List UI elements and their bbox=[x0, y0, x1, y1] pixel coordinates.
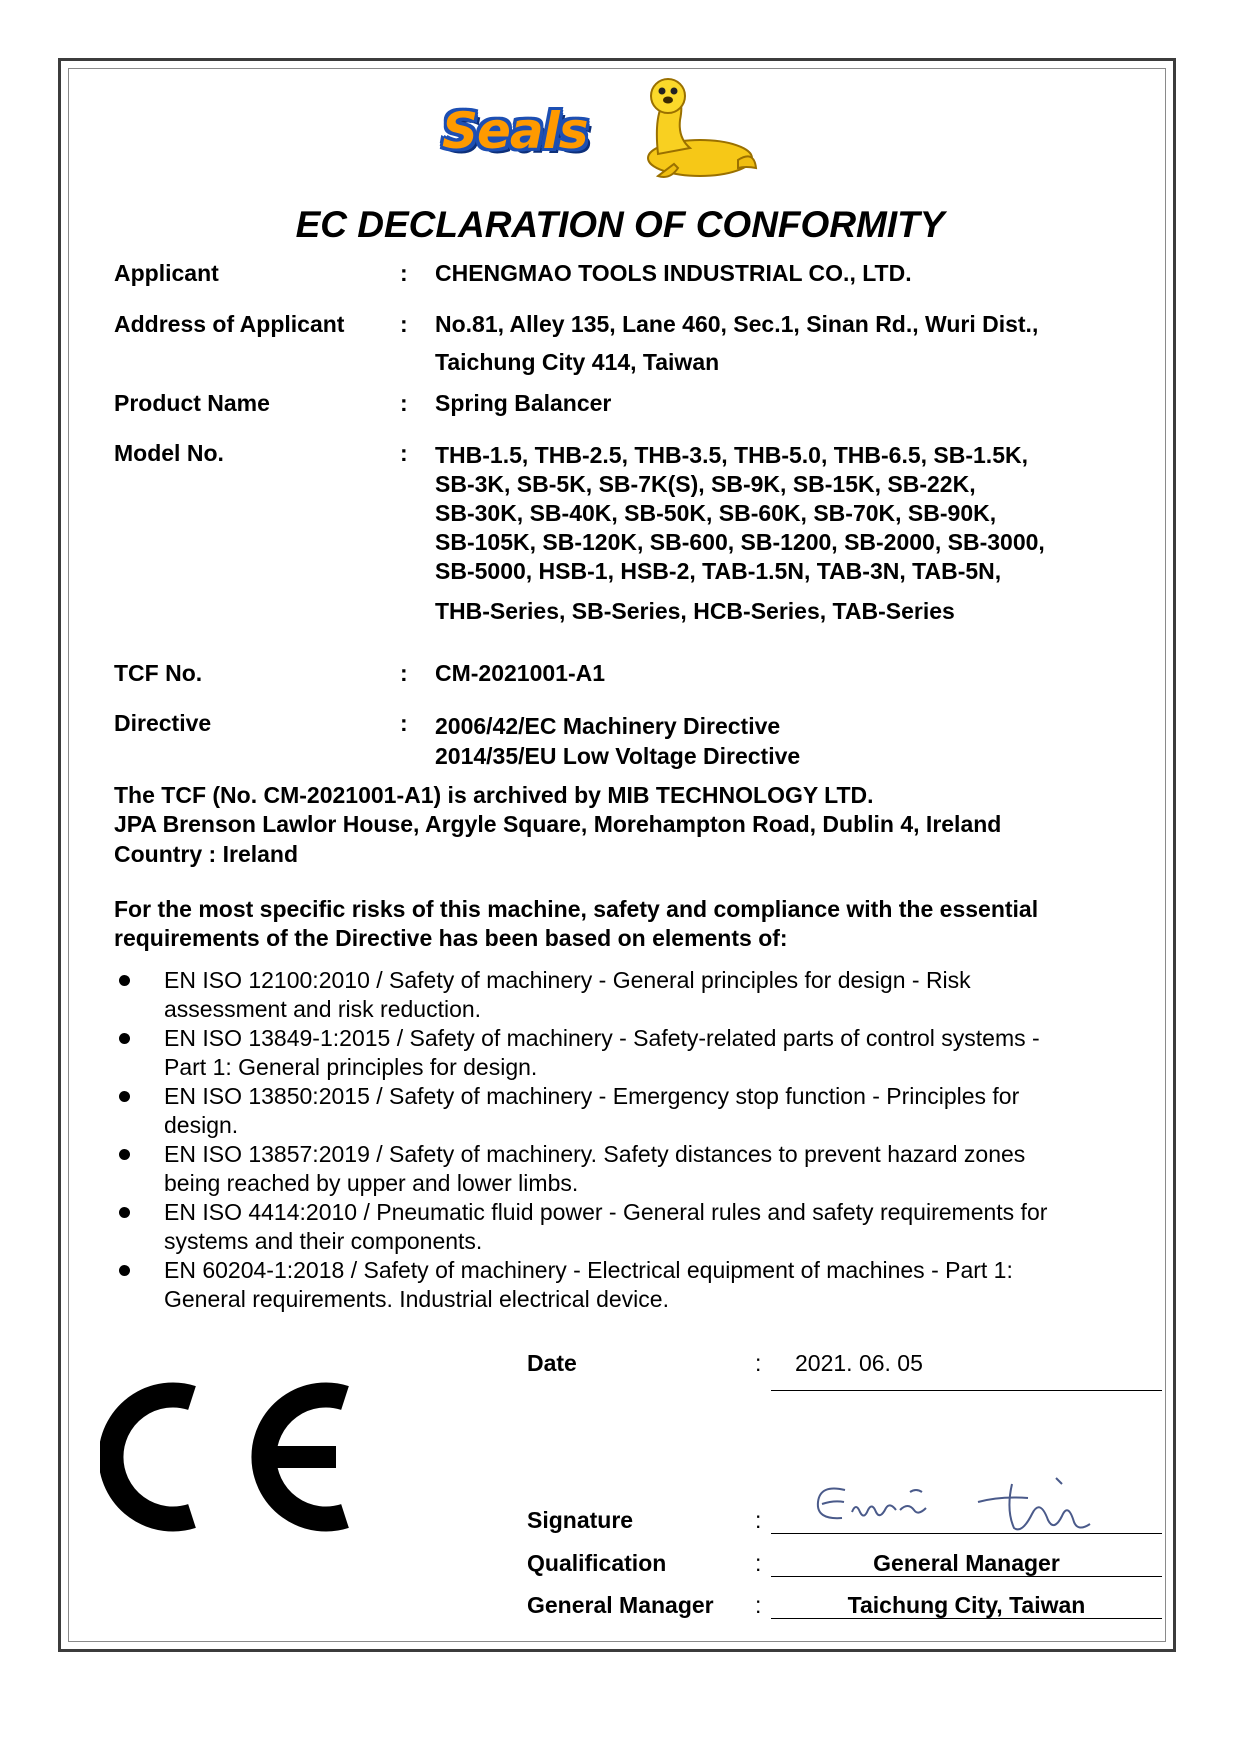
product-colon: : bbox=[400, 390, 408, 416]
general-manager-colon: : bbox=[755, 1592, 762, 1618]
date-colon: : bbox=[755, 1350, 762, 1376]
address-line: No.81, Alley 135, Lane 460, Sec.1, Sinan Rd., Wuri Dist., bbox=[435, 311, 1039, 337]
list-item: EN 60204-1:2018 / Safety of machinery - Electrical equipment of machines - Part 1: General requirements. Industrial electrical device. bbox=[114, 1256, 1134, 1314]
date-label: Date bbox=[527, 1350, 577, 1376]
date-value: 2021. 06. 05 bbox=[795, 1350, 923, 1376]
model-line: THB-Series, SB-Series, HCB-Series, TAB-Series bbox=[435, 598, 955, 624]
archive-line: JPA Brenson Lawlor House, Argyle Square, Morehampton Road, Dublin 4, Ireland bbox=[114, 811, 1002, 837]
bullet-icon bbox=[119, 1091, 130, 1102]
directive-colon: : bbox=[400, 710, 408, 736]
standards-list bbox=[114, 966, 1134, 1314]
bullet-icon bbox=[119, 1149, 130, 1160]
handwritten-signature-icon bbox=[800, 1462, 1130, 1547]
seals-logo bbox=[434, 76, 764, 186]
model-line: SB-3K, SB-5K, SB-7K(S), SB-9K, SB-15K, SB-22K, bbox=[435, 471, 976, 497]
model-line: SB-5000, HSB-1, HSB-2, TAB-1.5N, TAB-3N, TAB-5N, bbox=[435, 558, 1002, 584]
signature-underline bbox=[771, 1533, 1162, 1534]
qualification-colon: : bbox=[755, 1550, 762, 1576]
address-colon: : bbox=[400, 311, 408, 337]
archive-line: Country : Ireland bbox=[114, 841, 299, 867]
directive-label: Directive bbox=[114, 710, 212, 736]
tcf-label: TCF No. bbox=[114, 660, 203, 686]
bullet-icon bbox=[119, 1207, 130, 1218]
tcf-colon: : bbox=[400, 660, 408, 686]
product-label: Product Name bbox=[114, 390, 270, 416]
signature-colon: : bbox=[755, 1507, 762, 1533]
intro-line: requirements of the Directive has been based on elements of: bbox=[114, 925, 788, 951]
list-item: EN ISO 13857:2019 / Safety of machinery. Safety distances to prevent hazard zones being reached by upper and lower limbs. bbox=[114, 1140, 1134, 1198]
model-line: SB-30K, SB-40K, SB-50K, SB-60K, SB-70K, SB-90K, bbox=[435, 500, 997, 526]
general-manager-value: Taichung City, Taiwan bbox=[847, 1592, 1086, 1618]
seal-mascot-icon bbox=[618, 76, 758, 181]
date-underline bbox=[771, 1390, 1162, 1391]
list-item: EN ISO 13850:2015 / Safety of machinery - Emergency stop function - Principles for design. bbox=[114, 1082, 1134, 1140]
list-item: EN ISO 12100:2010 / Safety of machinery - General principles for design - Risk assessment and risk reduction. bbox=[114, 966, 1134, 1024]
qualification-value: General Manager bbox=[873, 1550, 1060, 1576]
document-title: EC DECLARATION OF CONFORMITY bbox=[295, 204, 945, 245]
directive-line: 2014/35/EU Low Voltage Directive bbox=[435, 743, 801, 769]
model-label: Model No. bbox=[114, 440, 224, 466]
applicant-label: Applicant bbox=[114, 260, 219, 286]
model-line: SB-105K, SB-120K, SB-600, SB-1200, SB-2000, SB-3000, bbox=[435, 529, 1045, 555]
applicant-colon: : bbox=[400, 260, 408, 286]
model-line: THB-1.5, THB-2.5, THB-3.5, THB-5.0, THB-6.5, SB-1.5K, bbox=[435, 442, 1028, 468]
list-item: EN ISO 13849-1:2015 / Safety of machinery - Safety-related parts of control systems - Part 1: General principles for design. bbox=[114, 1024, 1134, 1082]
bullet-icon bbox=[119, 1265, 130, 1276]
signature-label: Signature bbox=[527, 1507, 634, 1533]
bullet-icon bbox=[119, 1033, 130, 1044]
general-manager-label: General Manager bbox=[527, 1592, 714, 1618]
seals-logo-wordmark: Seals bbox=[442, 102, 588, 160]
address-line: Taichung City 414, Taiwan bbox=[435, 349, 720, 375]
model-colon: : bbox=[400, 440, 408, 466]
ce-mark-icon bbox=[100, 1376, 350, 1538]
bullet-icon bbox=[119, 975, 130, 986]
applicant-value: CHENGMAO TOOLS INDUSTRIAL CO., LTD. bbox=[435, 260, 912, 286]
qualification-underline bbox=[771, 1576, 1162, 1577]
product-value: Spring Balancer bbox=[435, 390, 612, 416]
general-manager-underline bbox=[771, 1618, 1162, 1619]
list-item: EN ISO 4414:2010 / Pneumatic fluid power - General rules and safety requirements for systems and their components. bbox=[114, 1198, 1134, 1256]
directive-line: 2006/42/EC Machinery Directive bbox=[435, 713, 781, 739]
archive-line: The TCF (No. CM-2021001-A1) is archived by MIB TECHNOLOGY LTD. bbox=[114, 782, 874, 808]
qualification-label: Qualification bbox=[527, 1550, 667, 1576]
intro-line: For the most specific risks of this machine, safety and compliance with the essential bbox=[114, 896, 1039, 922]
tcf-value: CM-2021001-A1 bbox=[435, 660, 606, 686]
address-label: Address of Applicant bbox=[114, 311, 345, 337]
